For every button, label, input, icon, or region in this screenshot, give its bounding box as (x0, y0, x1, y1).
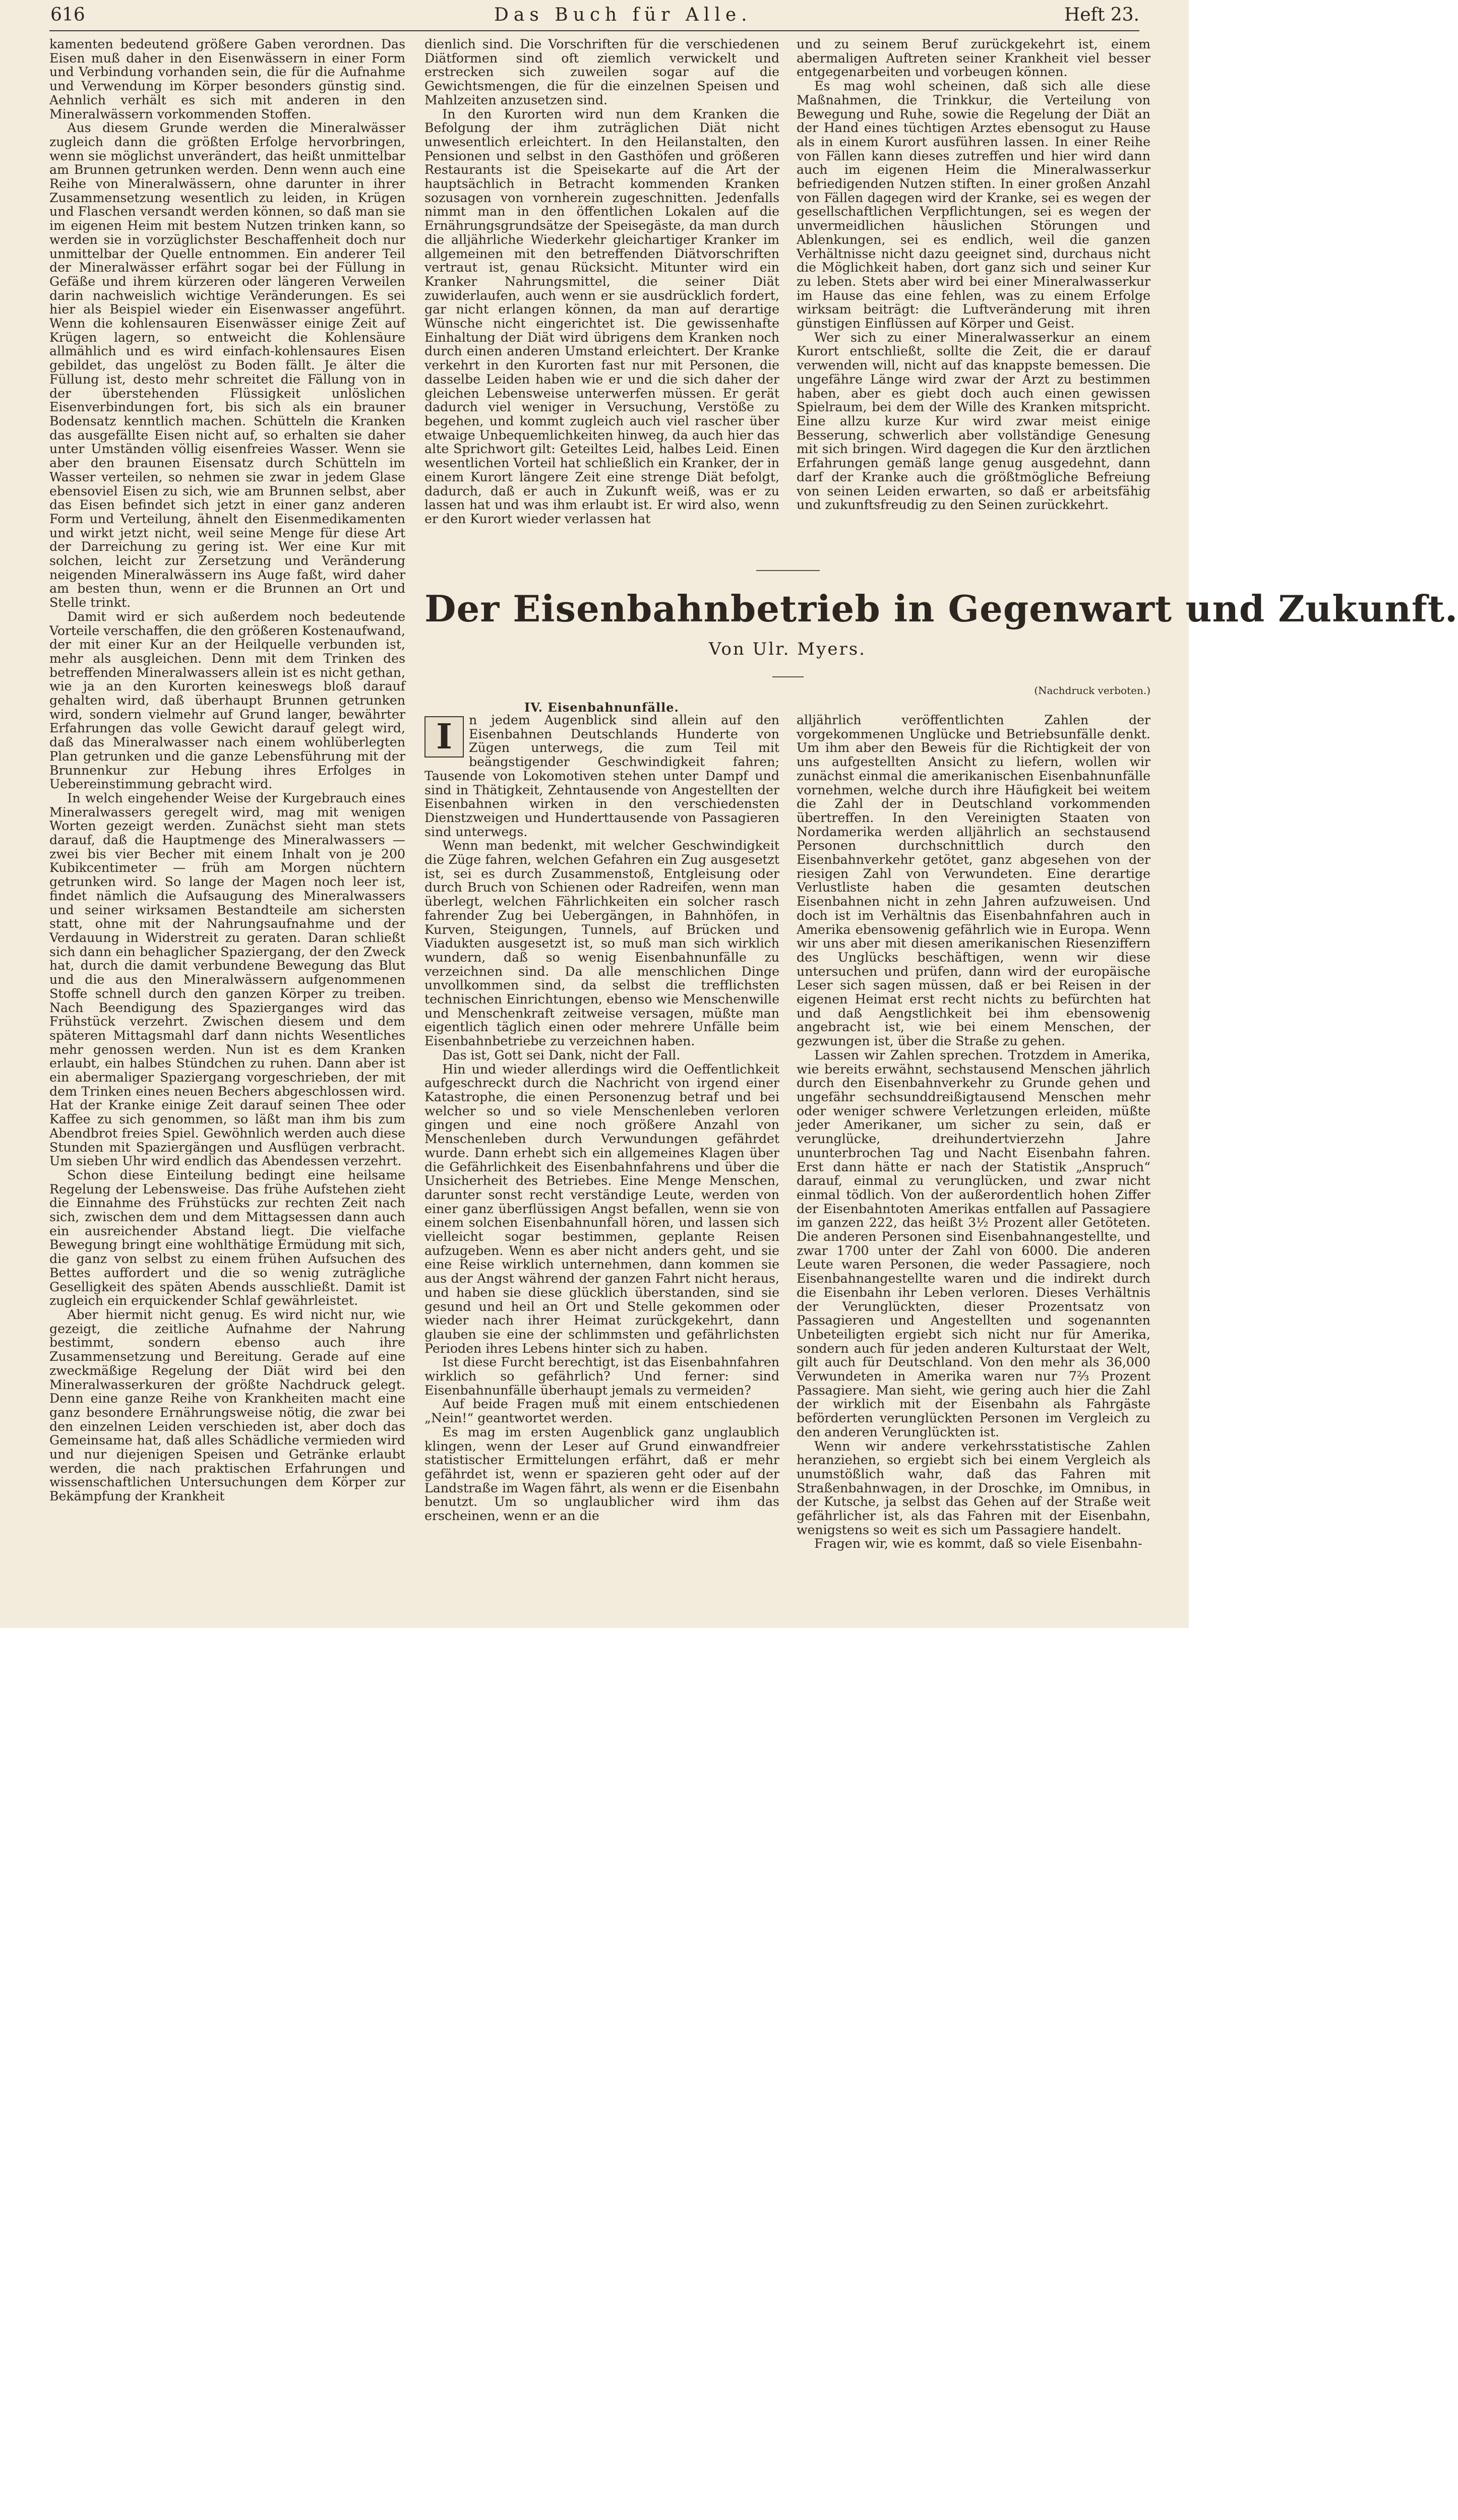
paragraph: Ist diese Furcht berechtigt, ist das Eisenbahnfahren wirklich so gefährlich? Und ferner: sind Eisenbahnunfälle überhaupt jemals zu vermeiden? (424, 1355, 779, 1398)
paragraph: Hin und wieder allerdings wird die Oeffentlichkeit aufgeschreckt durch die Nachricht von irgend einer Katastrophe, die einen Personenzug betraf und bei welcher so und so viele Menschenleben verloren gingen und eine noch größere Anzahl von Menschenleben durch Verwundungen gefährdet wurde. Dann erhebt sich ein allgemeines Klagen über die Gefährlichkeit des Eisenbahnfahrens und über die Unsicherheit des Betriebes. Eine Menge Menschen, darunter sonst recht verständige Leute, werden von einer ganz überflüssigen Angst befallen, wenn sie von einem solchen Eisenbahnunfall hören, und lassen sich vielleicht sogar bestimmen, geplante Reisen aufzugeben. Wenn es aber nicht anders geht, und sie eine Reise wirklich unternehmen, dann kommen sie aus der Angst während der ganzen Fahrt nicht heraus, und haben sie diese glücklich überstanden, sind sie gesund und heil an Ort und Stelle gekommen oder wieder nach ihrer Heimat zurückgekehrt, dann glauben sie eine der schlimmsten und gefährlichsten Perioden ihres Lebens hinter sich zu haben. (424, 1061, 779, 1356)
paragraph: Aus diesem Grunde werden die Mineralwässer zugleich dann die größten Erfolge hervorbringen, wenn sie möglichst unverändert, das heißt unmittelbar am Brunnen getrunken werden. Denn wenn auch eine Reihe von Mineralwässern, ohne darunter in ihrer Zusammensetzung wesentlich zu leiden, in Krügen und Flaschen versandt werden können, so daß man sie im eigenen Heim mit bestem Nutzen trinken kann, so werden sie in vorzüglichster Beschaffenheit doch nur unmittelbar der Quelle entnommen. Ein anderer Teil der Mineralwässer erfährt sogar bei der Füllung in Gefäße und ihrem kürzeren oder längeren Verweilen darin nachweislich wichtige Veränderungen. Es sei hier als Beispiel wieder ein Eisenwasser angeführt. Wenn die kohlensauren Eisenwässer einige Zeit auf Krügen lagern, so entweicht die Kohlensäure allmählich und es wird einfach-kohlensaures Eisen gebildet, das ungelöst zu Boden fällt. Je älter die Füllung ist, desto mehr schreitet die Fällung von in der überstehenden Flüssigkeit unlöslichen Eisenverbindungen fort, bis sich als ein brauner Bodensatz kenntlich machen. Schütteln die Kranken das ausgefällte Eisen nicht auf, so erhalten sie daher unter Umständen völlig eisenfreies Wasser. Wenn sie aber den braunen Eisensatz durch Schütteln im Wasser verteilen, so nehmen sie zwar in jedem Glase ebensoviel Eisen zu sich, wie am Brunnen selbst, aber das Eisen befindet sich jetzt in einer ganz anderen Form und Verteilung, ähnelt den Eisenmedikamenten und wirkt jetzt nicht, weil seine Menge für diese Art der Darreichung zu gering ist. Wer eine Kur mit solchen, leicht zur Zersetzung und Veränderung neigenden Mineralwässern ins Auge faßt, wird daher am besten thun, wenn er die Brunnen an Ort und Stelle trinkt. (49, 120, 405, 610)
paragraph: Damit wird er sich außerdem noch bedeutende Vorteile verschaffen, die den größeren Kostenaufwand, der mit einer Kur an der Heilquelle verbunden ist, mehr als ausgleichen. Denn mit dem Trinken des betreffenden Mineralwassers allein ist es nicht gethan, wie ja an den Kurorten keineswegs bloß darauf gehalten wird, daß überhaupt Brunnen getrunken wird, sondern vielmehr auf Grund langer, bewährter Erfahrungen das volle Gewicht darauf gelegt wird, daß das Mineralwasser nach einem wohlüberlegten Plan getrunken und die ganze Lebensführung mit der Brunnenkur zur Hebung ihres Erfolges in Uebereinstimmung gebracht wird. (49, 609, 405, 792)
article-column-left (424, 713, 779, 1523)
paragraph: I n jedem Augenblick sind allein auf den Eisenbahnen Deutschlands Hunderte von Zügen unterwegs, die zum Teil mit beängstigender Geschwindigkeit fahren; Tausende von Lokomotiven stehen unter Dampf und sind in Thätigkeit, Zehntausende von Angestellten der Eisenbahnen wirken in den verschiedensten Dienstzweigen und Hunderttausende von Passagieren sind unterwegs. (424, 713, 779, 839)
column-2 (424, 37, 779, 526)
paragraph: In welch eingehender Weise der Kurgebrauch eines Mineralwassers geregelt wird, mag mit wenigen Worten gezeigt werden. Zunächst sieht man stets darauf, daß die Hauptmenge des Mineralwassers — zwei bis vier Becher mit einem Inhalt von je 200 Kubikcentimeter — früh am Morgen nüchtern getrunken wird. So lange der Magen noch leer ist, findet nämlich die Aufsaugung des Mineralwassers und seiner wirksamen Bestandteile am sichersten statt, ohne mit der Nahrungsaufnahme und der Verdauung in Widerstreit zu geraten. Daran schließt sich dann ein behaglicher Spaziergang, der den Zweck hat, durch die damit verbundene Bewegung das Blut und die aus den Mineralwässern aufgenommenen Stoffe schnell durch den ganzen Körper zu treiben. Nach Beendigung des Spazierganges wird das Frühstück verzehrt. Zwischen diesem und dem späteren Mittagsmahl darf dann nichts Wesentliches mehr genossen werden. Nun ist es dem Kranken erlaubt, ein halbes Stündchen zu ruhen. Dann aber ist ein abermaliger Spaziergang vorgeschrieben, der mit dem Trinken eines neuen Bechers abgeschlossen wird. Hat der Kranke einige Zeit darauf seinen Thee oder Kaffee zu sich genommen, so läßt man ihm bis zum Abendbrot freies Spiel. Gewöhnlich werden auch diese Stunden mit Spaziergängen und Ausflügen verbracht. Um sieben Uhr wird endlich das Abendessen verzehrt. (49, 790, 405, 1169)
paragraph: Wenn wir andere verkehrsstatistische Zahlen heranziehen, so ergiebt sich bei einem Vergleich als unumstößlich wahr, daß das Fahren mit Straßenbahnwagen, in der Droschke, im Omnibus, in der Kutsche, ja selbst das Gehen auf der Straße weit gefährlicher ist, als das Fahren mit der Eisenbahn, wenigstens so weit es sich um Passagiere handelt. (797, 1438, 1150, 1537)
paragraph: Wer sich zu einer Mineralwasserkur an einem Kurort entschließt, sollte die Zeit, die er darauf verwenden will, nicht auf das knappste bemessen. Die ungefähre Länge wird zwar der Arzt zu bestimmen haben, aber es giebt doch auch einen gewissen Spielraum, bei dem der Wille des Kranken mitspricht. Eine allzu kurze Kur wird zwar meist einige Besserung, schwerlich aber vollständige Genesung mit sich bringen. Wird dagegen die Kur den ärztlichen Erfahrungen gemäß lange genug ausgedehnt, dann darf der Kranke auch die größtmögliche Befreiung von seinen Leiden erwarten, so daß er arbeitsfähig und zukunftsfreudig zu den Seinen zurückkehrt. (797, 330, 1150, 513)
paragraph: Lassen wir Zahlen sprechen. Trotzdem in Amerika, wie bereits erwähnt, sechstausend Menschen jährlich durch den Eisenbahnverkehr zu Grunde gehen und ungefähr sechsunddreißigtausend Menschen mehr oder weniger schwere Verletzungen erleiden, müßte jeder Amerikaner, um sicher zu sein, daß er verunglücke, dreihundertvierzehn Jahre ununterbrochen Tag und Nacht Eisenbahn fahren. Erst dann hätte er nach der Statistik „Anspruch“ darauf, einmal zu verunglücken, und zwar nicht einmal tödlich. Von der außerordentlich hohen Ziffer der Eisenbahntoten Amerikas entfallen auf Passagiere im ganzen 222, das heißt 3½ Prozent aller Getöteten. Die anderen Personen sind Eisenbahnangestellte, und zwar 1700 unter der Zahl von 6000. Die anderen Leute waren Personen, die weder Passagiere, noch Eisenbahnangestellte waren und die indirekt durch die Eisenbahn ihr Leben verloren. Dieses Verhältnis der Verunglückten, dieser Prozentsatz von Passagieren und Angestellten und sogenannten Unbeteiligten ergiebt sich nicht nur für Amerika, sondern auch für jeden anderen Kulturstaat der Welt, gilt auch für Deutschland. Von den mehr als 36,000 Verwundeten in Amerika waren nur 7⅔ Prozent Passagiere. Man sieht, wie gering auch hier die Zahl der wirklich mit der Eisenbahn als Fahrgäste beförderten verunglückten Personen im Vergleich zu den anderen Verunglückten ist. (797, 1047, 1150, 1439)
paragraph: und zu seinem Beruf zurückgekehrt ist, einem abermaligen Auftreten seiner Krankheit viel besser entgegenarbeiten und vorbeugen können. (797, 37, 1150, 80)
paragraph: Es mag wohl scheinen, daß sich alle diese Maßnahmen, die Trinkkur, die Verteilung von Bewegung und Ruhe, sowie die Regelung der Diät an der Hand eines tüchtigen Arztes ebensogut zu Hause als in einem Kurort ausführen lassen. In einer Reihe von Fällen kann dieses zutreffen und hier wird dann auch im eigenen Heim die Mineralwasserkur befriedigenden Nutzen stiften. In einer großen Anzahl von Fällen dagegen wird der Kranke, sei es wegen der gesellschaftlichen Verpflichtungen, sei es wegen der unvermeidlichen häuslichen Störungen und Ablenkungen, sei es endlich, weil die ganzen Verhältnisse nicht dazu geeignet sind, durchaus nicht die Möglichkeit haben, dort ganz sich und seiner Kur zu leben. Stets aber wird bei einer Mineralwasserkur im Hause das eine fehlen, was zu einem Erfolge wirksam beiträgt: die Luftveränderung mit ihren günstigen Einflüssen auf Körper und Geist. (797, 79, 1150, 331)
paragraph: Fragen wir, wie es kommt, daß so viele Eisenbahn- (814, 1536, 1142, 1551)
header-rule (49, 30, 1139, 31)
byline-rule (772, 676, 804, 677)
article-separator (756, 570, 820, 571)
paragraph: Aber hiermit nicht genug. Es wird nicht nur, wie gezeigt, die zeitliche Aufnahme der Nahrung bestimmt, sondern ebenso auch ihre Zusammensetzung und Bereitung. Gerade auf eine zweckmäßige Regelung der Diät wird bei den Mineralwasserkuren der größte Nachdruck gelegt. Denn eine ganze Reihe von Krankheiten macht eine ganz besondere Ernährungsweise nötig, die zwar bei den einzelnen Leiden verschieden ist, aber doch das Gemeinsame hat, daß alles Schädliche vermieden wird und nur diejenigen Speisen und Getränke erlaubt werden, die nach praktischen Erfahrungen und wissenschaftlichen Untersuchungen dem Körper zur Bekämpfung der Krankheit (49, 1307, 405, 1504)
paragraph: Auf beide Fragen muß mit einem entschiedenen „Nein!“ geantwortet werden. (424, 1397, 779, 1426)
drop-cap: I (424, 716, 464, 758)
column-1 (49, 37, 405, 1503)
issue-number: Heft 23. (1064, 5, 1139, 25)
section-heading: IV. Eisenbahnunfälle. (524, 700, 679, 715)
paragraph: dienlich sind. Die Vorschriften für die verschiedenen Diätformen sind oft ziemlich verwickelt und erstrecken sich zuweilen sogar auf die Gewichtsmengen, die für die einzelnen Speisen und Mahlzeiten anzusetzen sind. (424, 37, 779, 107)
paragraph: Das ist, Gott sei Dank, nicht der Fall. (442, 1047, 681, 1062)
paragraph: Wenn man bedenkt, mit welcher Geschwindigkeit die Züge fahren, welchen Gefahren ein Zug ausgesetzt ist, sei es durch Zusammenstoß, Entgleisung oder durch Bruch von Schienen oder Radreifen, wenn man überlegt, welchen Fährlichkeiten ein solcher rasch fahrender Zug bei Uebergängen, in Bahnhöfen, in Kurven, Steigungen, Tunnels, auf Brücken und Viadukten ausgesetzt ist, so muß man sich wirklich wundern, daß so wenig Eisenbahnunfälle zu verzeichnen sind. Da alle menschlichen Dinge unvollkommen sind, da selbst die trefflichsten technischen Einrichtungen, ebenso wie Menschenwille und Menschenkraft zeitweise versagen, müßte man eigentlich täglich einen oder mehrere Unfälle beim Eisenbahnbetriebe zu verzeichnen haben. (424, 838, 779, 1049)
article-headline: Der Eisenbahnbetrieb in Gegenwart und Zukunft. (424, 587, 1458, 630)
paragraph: alljährlich veröffentlichten Zahlen der vorgekommenen Unglücke und Betriebsunfälle denkt. Um ihm aber den Beweis für die Richtigkeit der von uns aufgestellten Ansicht zu liefern, wollen wir zunächst einmal die amerikanischen Eisenbahnunfälle vornehmen, welche durch ihre Häufigkeit bei weitem die Zahl der in Deutschland vorkommenden übertreffen. In den Vereinigten Staaten von Nordamerika werden alljährlich an sechstausend Personen durchschnittlich durch den Eisenbahnverkehr getötet, ganz abgesehen von der riesigen Zahl von Verwundeten. Eine derartige Verlustliste haben die gesamten deutschen Eisenbahnen nicht in zehn Jahren aufzuweisen. Und doch ist im Verhältnis das Eisenbahnfahren auch in Amerika ebensowenig gefährlich wie in Europa. Wenn wir uns aber mit diesen amerikanischen Riesenziffern des Unglücks beschäftigen, wenn wir diese untersuchen und prüfen, dann wird der europäische Leser sich sagen müssen, daß er bei Reisen in der eigenen Heimat erst recht nichts zu befürchten hat und daß Aengstlichkeit bei ihm ebensowenig angebracht ist, wie bei einem Menschen, der gezwungen ist, über die Straße zu gehen. (797, 713, 1150, 1049)
article-column-right (797, 713, 1150, 1551)
digitization-footer (0, 1628, 1189, 1713)
article-byline: Von Ulr. Myers. (709, 639, 866, 659)
page-number: 616 (50, 5, 85, 25)
paragraph: Schon diese Einteilung bedingt eine heilsame Regelung der Lebensweise. Das frühe Aufstehen zieht die Einnahme des Frühstücks zur rechten Zeit nach sich, zwischen dem und dem Mittagsessen dann auch ein ausreichender Abstand liegt. Die vielfache Bewegung bringt eine wohlthätige Ermüdung mit sich, die ganz von selbst zu einem frühen Aufsuchen des Bettes auffordert und die so wenig zuträgliche Geselligkeit des späten Abends ausschließt. Damit ist zugleich ein erquickender Schlaf gewährleistet. (49, 1167, 405, 1308)
paragraph: In den Kurorten wird nun dem Kranken die Befolgung der ihm zuträglichen Diät nicht unwesentlich erleichtert. In den Heilanstalten, den Pensionen und selbst in den Gasthöfen und größeren Restaurants ist die Speisekarte auf die Art der hauptsächlich in Betracht kommenden Kranken sozusagen von vornherein zugeschnitten. Jedenfalls nimmt man in den öffentlichen Lokalen auf die Ernährungsgrundsätze der Speisegäste, da man durch die alljährliche Wiederkehr gleichartiger Kranker im allgemeinen mit den betreffenden Diätvorschriften vertraut ist, genau Rücksicht. Mitunter wird ein Kranker Nahrungsmittel, die seiner Diät zuwiderlaufen, auch wenn er sie ausdrücklich fordert, gar nicht erlangen können, da man auf derartige Wünsche nicht eingerichtet ist. Die gewissenhafte Einhaltung der Diät wird übrigens dem Kranken noch durch einen anderen Umstand erleichtert. Der Kranke verkehrt in den Kurorten fast nur mit Personen, die dasselbe Leiden haben wie er und die sich daher der gleichen Lebensweise unterwerfen müssen. Er gerät dadurch viel weniger in Versuchung, Verstöße zu begehen, und kommt zugleich auch viel rascher über etwaige Unbequemlichkeiten hinweg, da auch hier das alte Sprichwort gilt: Geteiltes Leid, halbes Leid. Einen wesentlichen Vorteil hat schließlich ein Kranker, der in einem Kurort längere Zeit eine strenge Diät befolgt, dadurch, daß er auch in Zukunft weiß, was er zu lassen hat und was ihm erlaubt ist. Er wird also, wenn er den Kurort wieder verlassen hat (424, 106, 779, 526)
reprint-notice: (Nachdruck verboten.) (1034, 684, 1150, 697)
paragraph: Es mag im ersten Augenblick ganz unglaublich klingen, wenn der Leser auf Grund einwandfreier statistischer Ermittelungen erfährt, daß er mehr gefährdet ist, wenn er spazieren geht oder auf der Landstraße im Wagen fährt, als wenn er die Eisenbahn benutzt. Um so unglaublicher wird ihm das erscheinen, wenn er an die (424, 1424, 779, 1524)
paragraph: kamenten bedeutend größere Gaben verordnen. Das Eisen muß daher in den Eisenwässern in einer Form und Verbindung vorhanden sein, die für die Aufnahme und Verwendung im Körper besonders günstig sind. Aehnlich verhält es sich mit anderen in den Mineralwässern vorkommenden Stoffen. (49, 37, 405, 121)
column-3 (797, 37, 1150, 512)
running-title: Das Buch für Alle. (494, 5, 752, 25)
